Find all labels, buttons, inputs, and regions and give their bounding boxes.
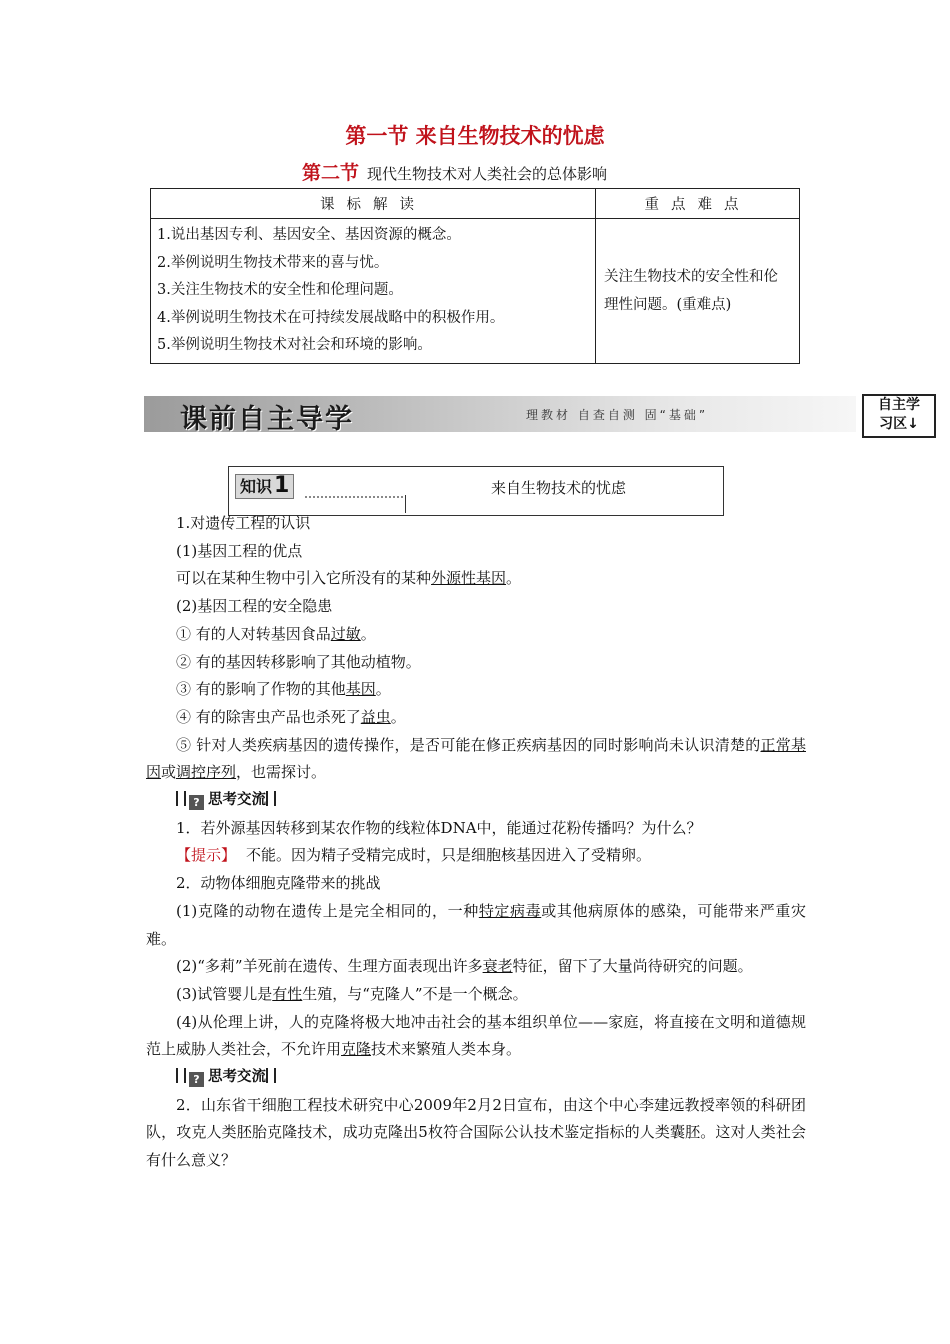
zone-line-1: 自主学 xyxy=(878,397,920,413)
paragraph: (1)克隆的动物在遗传上是完全相同的，一种特定病毒或其他病原体的感染，可能带来严重灾难。 xyxy=(146,901,806,948)
answer-blank: 调控序列 xyxy=(176,763,237,782)
question-icon: ? xyxy=(189,1072,204,1087)
knowledge-header xyxy=(228,466,724,516)
answer-blank: 有性 xyxy=(272,984,303,1003)
paragraph: 1.对遗传工程的认识 xyxy=(176,514,311,532)
objective-item: 3.关注生物技术的安全性和伦理问题。 xyxy=(157,282,403,298)
knowledge-number: 1 xyxy=(274,473,290,498)
think-exchange-header: ? 思考交流 xyxy=(146,787,806,815)
paragraph: ③ 有的影响了作物的其他基因。 xyxy=(176,680,391,699)
hint: 【提示】 不能。因为精子受精完成时，只是细胞核基因进入了受精卵。 xyxy=(176,846,652,865)
page-subtitle xyxy=(302,158,607,185)
paragraph: ② 有的基因转移影响了其他动植物。 xyxy=(176,652,421,671)
paragraph: ① 有的人对转基因食品过敏。 xyxy=(176,624,376,643)
knowledge-title: 来自生物技术的忧虑 xyxy=(491,479,627,497)
banner-title: 课前自主导学 xyxy=(180,404,354,435)
paragraph: ④ 有的除害虫产品也杀死了益虫。 xyxy=(176,707,406,726)
answer-blank: 特定病毒 xyxy=(478,901,542,920)
paragraph: (1)基因工程的优点 xyxy=(176,541,303,560)
bracket-icon xyxy=(176,791,186,806)
paragraph: 可以在某种生物中引入它所没有的某种外源性基因。 xyxy=(176,569,522,588)
section-banner xyxy=(144,396,856,435)
answer-blank: 基因 xyxy=(345,680,376,699)
subtitle-label: 第二节 xyxy=(302,162,360,184)
zone-line-2: 习区↓ xyxy=(879,416,919,432)
table-header-key-points: 重点难点 xyxy=(596,189,800,219)
page-title: 第一节 来自生物技术的忧虑 xyxy=(345,124,605,148)
knowledge-tag xyxy=(235,474,294,499)
objective-item: 4.举例说明生物技术在可持续发展战略中的积极作用。 xyxy=(157,309,505,326)
paragraph: (3)试管婴儿是有性生殖，与“克隆人”不是一个概念。 xyxy=(176,984,528,1003)
think-exchange-header: ? 思考交流 xyxy=(146,1064,806,1092)
main-content xyxy=(146,510,806,1175)
answer-blank: 正常基因 xyxy=(146,735,806,782)
paragraph: (4)从伦理上讲，人的克隆将极大地冲击社会的基本组织单位——家庭，将直接在文明和道德规范上威胁人类社会，不允许用克隆技术来繁殖人类本身。 xyxy=(146,1012,806,1059)
answer-blank: 衰老 xyxy=(482,957,513,976)
bracket-icon xyxy=(266,791,276,806)
paragraph: 2．动物体细胞克隆带来的挑战 xyxy=(176,874,381,893)
bracket-icon xyxy=(176,1068,186,1083)
knowledge-tag-label: 知识 xyxy=(240,477,273,496)
key-points-cell: 关注生物技术的安全性和伦理性问题。(重难点) xyxy=(596,219,800,364)
banner-slogan: 理教材 自查自测 固“基础” xyxy=(526,408,709,422)
table-header-objectives: 课标解读 xyxy=(151,189,596,219)
paragraph: ⑤ 针对人类疾病基因的遗传操作，是否可能在修正疾病基因的同时影响尚未认识清楚的正常基因或调控序列，也需探讨。 xyxy=(146,735,806,782)
dotted-divider xyxy=(305,496,403,498)
objective-item: 2.举例说明生物技术带来的喜与忧。 xyxy=(157,254,389,271)
answer-blank: 益虫 xyxy=(360,707,391,726)
subtitle-text: 现代生物技术对人类社会的总体影响 xyxy=(367,165,608,183)
answer-blank: 过敏 xyxy=(330,624,361,643)
answer-blank: 克隆 xyxy=(341,1040,372,1059)
self-study-zone-badge xyxy=(862,394,936,438)
bracket-icon xyxy=(266,1068,276,1083)
objectives-table xyxy=(150,188,800,364)
objective-item: 1.说出基因专利、基因安全、基因资源的概念。 xyxy=(157,227,461,243)
question: 2．山东省干细胞工程技术研究中心2009年2月2日宣布，由这个中心李建远教授率领的科研团队，攻克人类胚胎克隆技术，成功克隆出5枚符合国际公认技术鉴定指标的人类囊胚。这对人类社会有什么意义？ xyxy=(146,1095,806,1170)
question-icon: ? xyxy=(189,795,204,810)
hint-label: 【提示】 xyxy=(176,846,237,865)
paragraph: (2)“多莉”羊死前在遗传、生理方面表现出许多衰老特征，留下了大量尚待研究的问题。 xyxy=(176,957,753,976)
paragraph: (2)基因工程的安全隐患 xyxy=(176,597,333,616)
objective-item: 5.举例说明生物技术对社会和环境的影响。 xyxy=(157,337,432,353)
question: 1．若外源基因转移到某农作物的线粒体DNA中，能通过花粉传播吗？为什么？ xyxy=(176,818,702,837)
answer-blank: 外源性基因 xyxy=(431,569,507,588)
objectives-cell xyxy=(151,219,596,364)
